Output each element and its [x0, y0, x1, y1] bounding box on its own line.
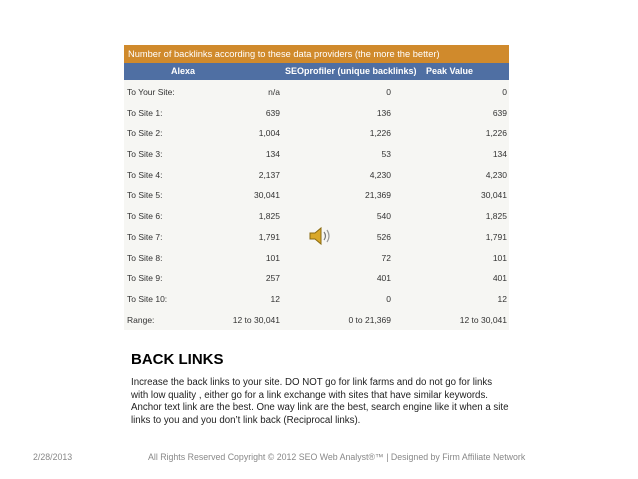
table-row	[124, 124, 509, 145]
cell-alexa: 12 to 30,041	[232, 314, 280, 325]
cell-peak-value: 1,825	[485, 211, 507, 222]
table-row	[124, 83, 509, 104]
cell-seoprofiler: 1,226	[369, 128, 391, 139]
cell-seoprofiler: 0 to 21,369	[348, 314, 391, 325]
cell-peak-value: 4,230	[485, 169, 507, 180]
cell-alexa: 1,791	[258, 231, 280, 242]
table-row	[124, 166, 509, 187]
cell-alexa: 2,137	[258, 169, 280, 180]
cell-peak-value: 639	[492, 107, 507, 118]
cell-seoprofiler: 4,230	[369, 169, 391, 180]
header-seoprofiler: SEOprofiler (unique backlinks)	[285, 66, 417, 76]
table-body	[124, 83, 509, 331]
footer-date: 2/28/2013	[33, 452, 73, 462]
table-row	[124, 269, 509, 290]
speaker-icon[interactable]	[308, 226, 334, 246]
row-label: To Site 7:	[127, 231, 163, 242]
cell-alexa: 101	[265, 252, 280, 263]
backlinks-table-image	[124, 45, 509, 330]
row-label: To Site 1:	[127, 107, 163, 118]
table-row	[124, 290, 509, 311]
cell-alexa: n/a	[268, 87, 280, 97]
cell-alexa: 257	[265, 273, 280, 284]
table-row	[124, 145, 509, 166]
cell-alexa: 134	[265, 149, 280, 160]
table-row	[124, 186, 509, 207]
cell-peak-value: 401	[492, 273, 507, 284]
row-label: To Site 4:	[127, 169, 163, 180]
row-label: To Your Site:	[127, 87, 175, 97]
table-banner: Number of backlinks according to these data providers (the more the better)	[124, 45, 509, 63]
row-label: To Site 8:	[127, 252, 163, 263]
cell-alexa: 639	[265, 107, 280, 118]
footer-copyright: All Rights Reserved Copyright © 2012 SEO Web Analyst®™ | Designed by Firm Affiliate Network	[148, 452, 526, 462]
table-row	[124, 207, 509, 228]
cell-seoprofiler: 72	[381, 252, 391, 263]
header-alexa: Alexa	[171, 66, 196, 76]
cell-peak-value: 0	[502, 87, 507, 97]
row-label: To Site 6:	[127, 211, 163, 222]
table-row	[124, 311, 509, 332]
cell-alexa: 12	[270, 293, 280, 304]
table-header-row	[124, 63, 509, 80]
table-row	[124, 104, 509, 125]
cell-seoprofiler: 401	[376, 273, 391, 284]
slide-title: BACK LINKS	[131, 351, 224, 368]
cell-peak-value: 134	[492, 149, 507, 160]
row-label: To Site 10:	[127, 293, 168, 304]
cell-peak-value: 12 to 30,041	[459, 314, 507, 325]
slide-description: Increase the back links to your site. DO NOT go for link farms and do not go for links with low quality , either go for a link exchange with sites that have similar keywords. Anchor text link are the best. One way link are the best, search engine like it when a site links to you and you don’t link back (Reciprocal links).	[131, 377, 509, 426]
header-peak-value: Peak Value	[426, 66, 474, 76]
cell-alexa: 1,825	[258, 211, 280, 222]
row-label: To Site 5:	[127, 190, 163, 201]
row-label: To Site 3:	[127, 149, 163, 160]
cell-peak-value: 30,041	[481, 190, 507, 201]
cell-peak-value: 1,791	[485, 231, 507, 242]
cell-seoprofiler: 21,369	[365, 190, 391, 201]
cell-seoprofiler: 526	[376, 231, 391, 242]
cell-alexa: 1,004	[258, 128, 280, 139]
cell-peak-value: 101	[492, 252, 507, 263]
row-label: To Site 9:	[127, 273, 163, 284]
cell-seoprofiler: 540	[376, 211, 391, 222]
cell-peak-value: 12	[497, 293, 507, 304]
cell-alexa: 30,041	[254, 190, 280, 201]
table-row	[124, 249, 509, 270]
cell-seoprofiler: 136	[376, 107, 391, 118]
row-label: Range:	[127, 314, 155, 325]
row-label: To Site 2:	[127, 128, 163, 139]
cell-seoprofiler: 0	[386, 87, 391, 97]
cell-seoprofiler: 0	[386, 293, 391, 304]
cell-seoprofiler: 53	[381, 149, 391, 160]
cell-peak-value: 1,226	[485, 128, 507, 139]
